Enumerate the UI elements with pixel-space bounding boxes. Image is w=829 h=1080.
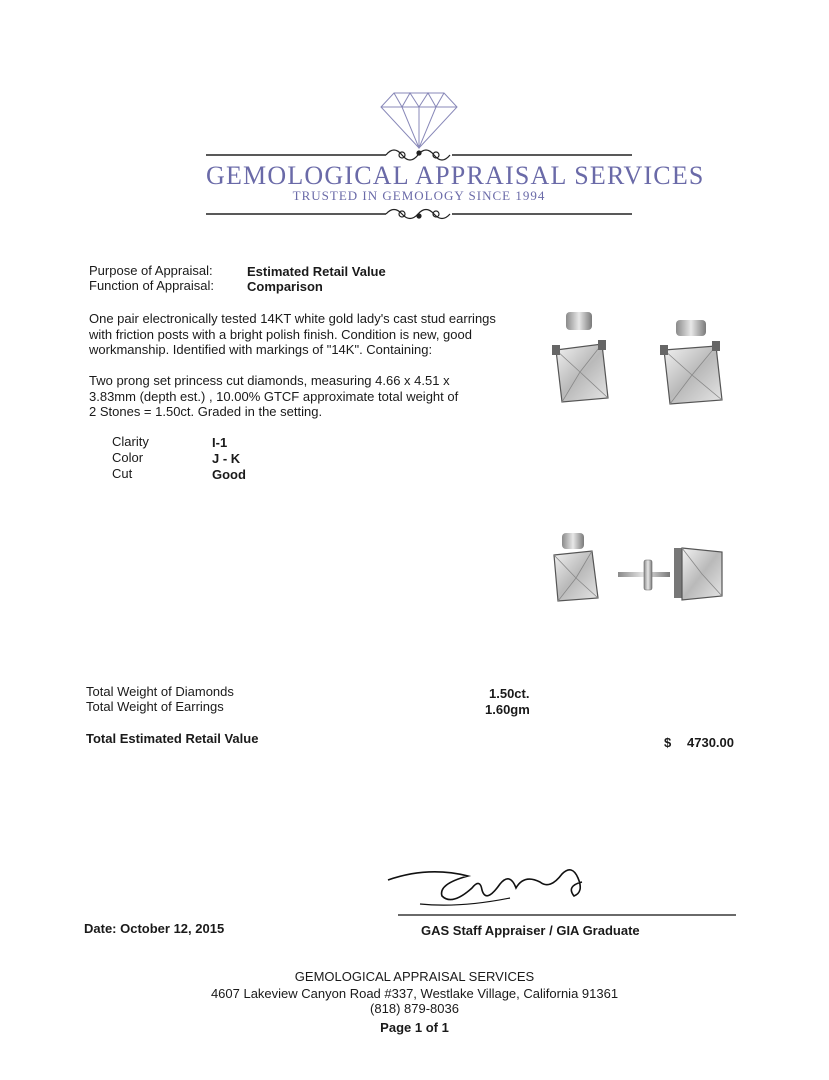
description-line: workmanship. Identified with markings of "14K". Containing: [89, 342, 433, 357]
total-diamonds-label: Total Weight of Diamonds [86, 684, 234, 699]
appraisal-date: Date: October 12, 2015 [84, 921, 225, 936]
retail-value-label: Total Estimated Retail Value [86, 731, 259, 746]
top-scroll-ornament [386, 150, 450, 160]
company-name: GEMOLOGICAL APPRAISAL SERVICES [206, 161, 705, 190]
stones-description [89, 373, 458, 420]
color-value: J - K [212, 451, 241, 466]
cut-value: Good [212, 467, 246, 482]
total-earrings-label: Total Weight of Earrings [86, 699, 224, 714]
description-line: with friction posts with a bright polish finish. Condition is new, good [89, 326, 472, 342]
function-value: Comparison [247, 279, 323, 294]
earring-photo-angle [554, 533, 598, 601]
signer-title: GAS Staff Appraiser / GIA Graduate [421, 923, 640, 938]
retail-amount: 4730.00 [687, 735, 734, 750]
stones-line: 3.83mm (depth est.) , 10.00% GTCF approximate total weight of [89, 388, 459, 404]
company-tagline: TRUSTED IN GEMOLOGY SINCE 1994 [292, 188, 546, 203]
function-label: Function of Appraisal: [89, 278, 215, 293]
footer-address: 4607 Lakeview Canyon Road #337, Westlake Village, California 91361 [210, 986, 619, 1001]
earring-photo-front-left [552, 312, 608, 402]
retail-currency: $ [664, 735, 672, 750]
footer-phone: (818) 879-8036 [370, 1001, 459, 1016]
earring-photo-front-right [660, 320, 722, 404]
description-line: One pair electronically tested 14KT white gold lady's cast stud earrings [89, 311, 496, 326]
bottom-scroll-ornament [386, 210, 450, 219]
purpose-value: Estimated Retail Value [247, 264, 386, 279]
total-diamonds-value: 1.50ct. [489, 686, 530, 701]
footer-company: GEMOLOGICAL APPRAISAL SERVICES [294, 969, 535, 984]
page-number: Page 1 of 1 [380, 1020, 449, 1035]
stones-line: Two prong set princess cut diamonds, measuring 4.66 x 4.51 x [89, 373, 450, 388]
clarity-label: Clarity [112, 434, 149, 449]
stones-line: 2 Stones = 1.50ct. Graded in the setting. [89, 404, 323, 419]
diamond-logo-icon [381, 93, 457, 148]
clarity-value: I-1 [212, 435, 228, 450]
color-label: Color [112, 450, 144, 465]
purpose-label: Purpose of Appraisal: [89, 263, 213, 278]
cut-label: Cut [112, 466, 133, 481]
item-description [89, 311, 496, 358]
total-earrings-value: 1.60gm [485, 702, 530, 717]
earring-photo-side [618, 548, 722, 600]
